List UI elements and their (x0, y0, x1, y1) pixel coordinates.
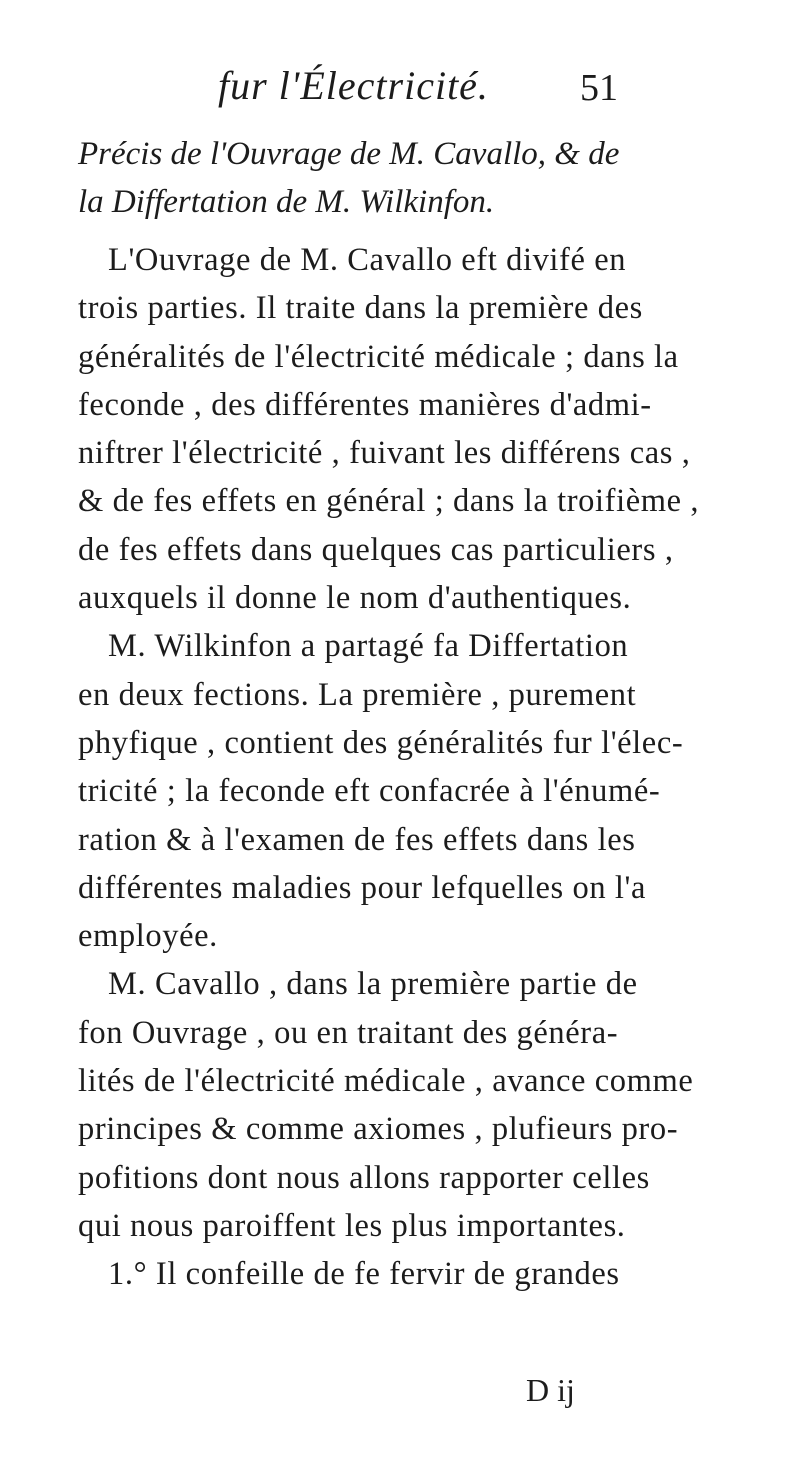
text-line: pofitions dont nous allons rapporter celles (78, 1159, 650, 1196)
running-title: fur l'Électricité. (218, 63, 489, 108)
text-line: généralités de l'électricité médicale ; dans la (78, 338, 679, 375)
text-line: M. Cavallo , dans la première partie de (108, 966, 638, 1003)
text-line: M. Wilkinfon a partagé fa Differtation (108, 628, 629, 665)
text-line: feconde , des différentes manières d'admi- (78, 386, 652, 423)
text-line: en deux fections. La première , purement (78, 676, 637, 713)
section-title-line-2: la Differtation de M. Wilkinfon. (78, 184, 495, 220)
running-head (0, 52, 800, 112)
text-line: 1.° Il confeille de fe fervir de grandes (108, 1256, 620, 1293)
signature-mark: D ij (526, 1372, 575, 1408)
text-line: employée. (78, 918, 218, 955)
text-line: trois parties. Il traite dans la première des (78, 290, 643, 327)
text-line: phyfique , contient des généralités fur l'élec- (78, 724, 684, 761)
text-line: auxquels il donne le nom d'authentiques. (78, 580, 632, 617)
text-line: fon Ouvrage , ou en traitant des généra- (78, 1014, 619, 1051)
text-line: de fes effets dans quelques cas particuliers , (78, 531, 674, 568)
text-line: L'Ouvrage de M. Cavallo eft divifé en (108, 242, 627, 278)
body-text (78, 236, 768, 1299)
text-line: tricité ; la feconde eft confacrée à l'énumé- (78, 773, 661, 810)
section-title (78, 130, 758, 226)
text-line: lités de l'électricité médicale , avance comme (78, 1063, 694, 1100)
text-line: ration & à l'examen de fes effets dans les (78, 821, 636, 858)
section-title-line-1: Précis de l'Ouvrage de M. Cavallo, & de (78, 136, 620, 172)
text-line: principes & comme axiomes , plufieurs pro- (78, 1111, 679, 1148)
text-line: différentes maladies pour lefquelles on l'a (78, 869, 647, 906)
page-number: 51 (580, 67, 618, 109)
text-line: & de fes effets en général ; dans la troifième , (78, 483, 700, 520)
text-line: qui nous paroiffent les plus importantes. (78, 1207, 626, 1244)
text-line: niftrer l'électricité , fuivant les différens cas , (78, 435, 691, 472)
